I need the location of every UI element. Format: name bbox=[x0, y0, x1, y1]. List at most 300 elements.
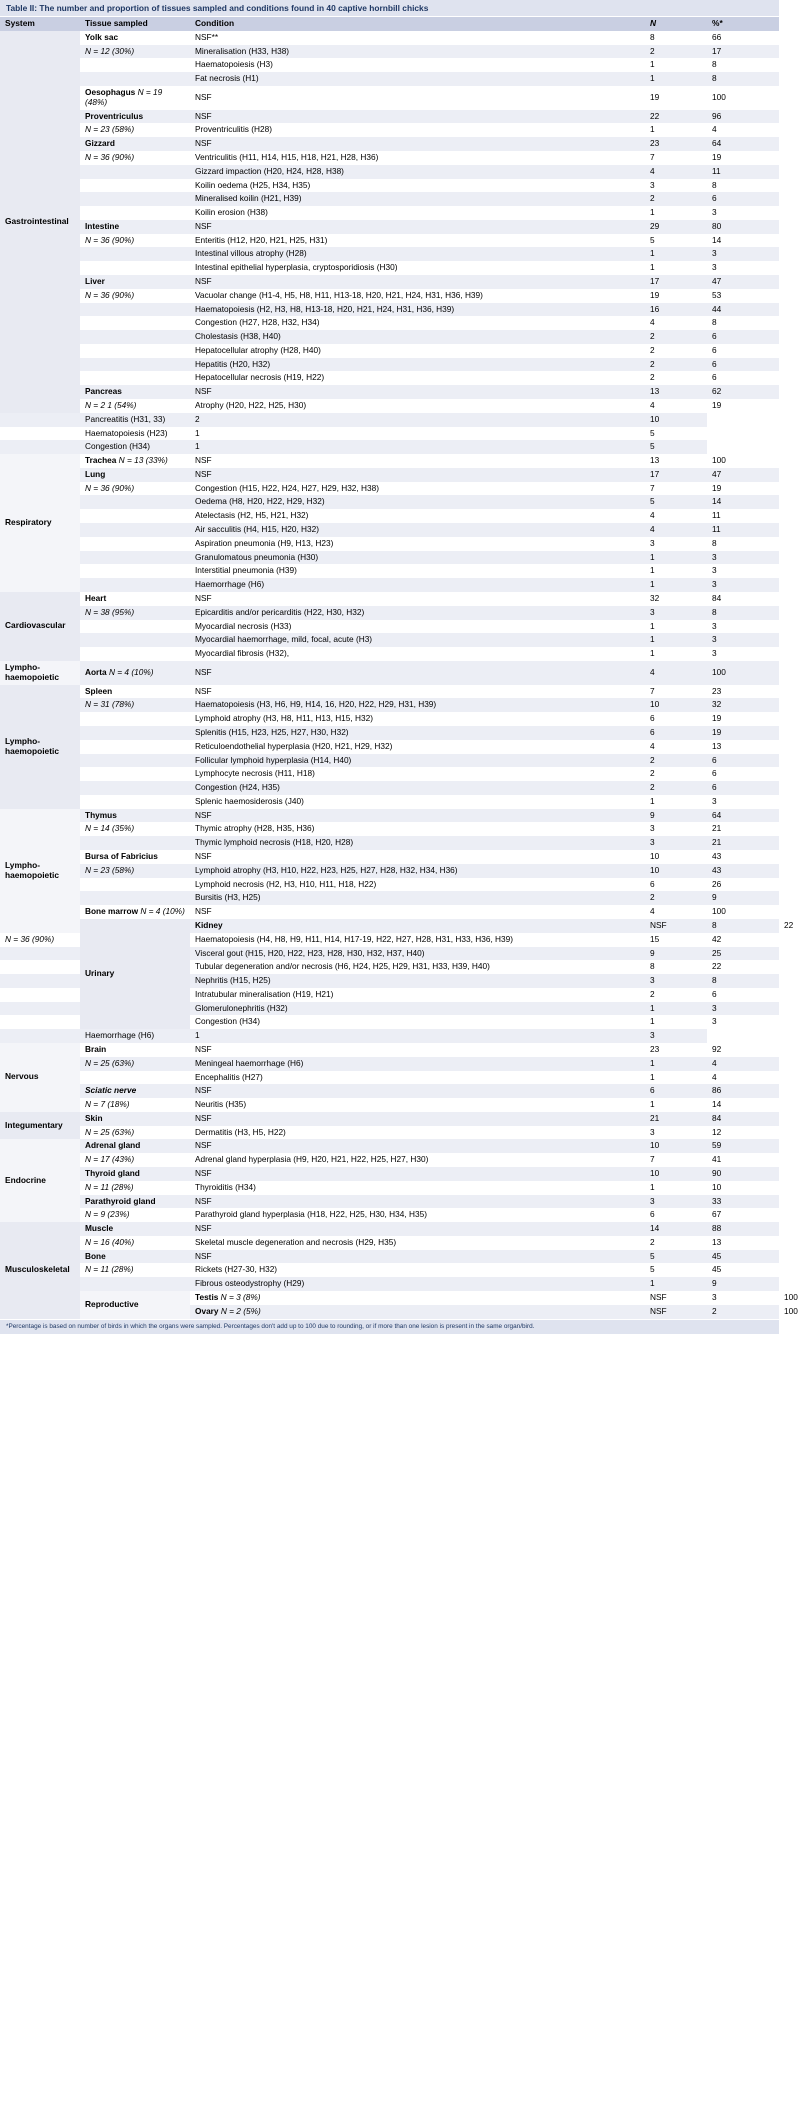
table-row bbox=[0, 1139, 779, 1153]
percent-cell: 3 bbox=[707, 247, 779, 261]
percent-cell: 45 bbox=[707, 1263, 779, 1277]
table-row bbox=[0, 86, 779, 110]
system-cell: Lympho- haemopoietic bbox=[0, 685, 80, 809]
condition-cell: NSF bbox=[190, 220, 645, 234]
percent-cell: 3 bbox=[707, 1002, 779, 1016]
count-cell: 3 bbox=[645, 836, 707, 850]
tissue-cell bbox=[80, 754, 190, 768]
percent-cell: 3 bbox=[707, 795, 779, 809]
table-row bbox=[0, 698, 779, 712]
column-header-system: System bbox=[0, 17, 80, 31]
count-cell: 2 bbox=[645, 192, 707, 206]
tissue-cell: N = 14 (35%) bbox=[80, 822, 190, 836]
table-row bbox=[0, 509, 779, 523]
condition-cell: Neuritis (H35) bbox=[190, 1098, 645, 1112]
condition-cell: Mineralised koilin (H21, H39) bbox=[190, 192, 645, 206]
condition-cell: NSF bbox=[190, 592, 645, 606]
percent-cell: 23 bbox=[707, 685, 779, 699]
tissue-cell bbox=[80, 72, 190, 86]
condition-cell: NSF bbox=[190, 110, 645, 124]
count-cell: 3 bbox=[645, 822, 707, 836]
percent-cell: 14 bbox=[707, 1098, 779, 1112]
tissue-cell: N = 38 (95%) bbox=[80, 606, 190, 620]
tissue-cell bbox=[80, 58, 190, 72]
condition-cell: NSF bbox=[190, 1043, 645, 1057]
condition-cell: Atrophy (H20, H22, H25, H30) bbox=[190, 399, 645, 413]
table-row bbox=[0, 891, 779, 905]
tissue-cell: Brain bbox=[80, 1043, 190, 1057]
percent-cell: 100 bbox=[707, 661, 779, 685]
tissue-cell: Thyroid gland bbox=[80, 1167, 190, 1181]
percent-cell: 11 bbox=[707, 165, 779, 179]
condition-cell: Myocardial necrosis (H33) bbox=[190, 620, 645, 634]
tissue-cell: Yolk sac bbox=[80, 31, 190, 45]
condition-cell: Thymic lymphoid necrosis (H18, H20, H28) bbox=[190, 836, 645, 850]
count-cell: 4 bbox=[645, 316, 707, 330]
condition-cell: Oedema (H8, H20, H22, H29, H32) bbox=[190, 495, 645, 509]
percent-cell: 33 bbox=[707, 1195, 779, 1209]
condition-cell: Hepatitis (H20, H32) bbox=[190, 358, 645, 372]
percent-cell: 66 bbox=[707, 31, 779, 45]
percent-cell: 3 bbox=[707, 551, 779, 565]
percent-cell: 41 bbox=[707, 1153, 779, 1167]
tissue-cell bbox=[80, 192, 190, 206]
percent-cell: 21 bbox=[707, 836, 779, 850]
count-cell: 6 bbox=[645, 1084, 707, 1098]
condition-cell: NSF bbox=[190, 385, 645, 399]
condition-cell: Atelectasis (H2, H5, H21, H32) bbox=[190, 509, 645, 523]
percent-cell: 19 bbox=[707, 151, 779, 165]
condition-cell: Granulomatous pneumonia (H30) bbox=[190, 551, 645, 565]
tissue-cell: N = 9 (23%) bbox=[80, 1208, 190, 1222]
count-cell: 3 bbox=[645, 606, 707, 620]
count-cell: 6 bbox=[645, 1208, 707, 1222]
percent-cell: 100 bbox=[707, 905, 779, 919]
table-row bbox=[0, 905, 779, 919]
table-row bbox=[0, 495, 779, 509]
tissue-cell bbox=[80, 206, 190, 220]
count-cell: 8 bbox=[707, 919, 779, 933]
condition-cell: Tubular degeneration and/or necrosis (H6, H24, H25, H29, H31, H33, H39, H40) bbox=[190, 960, 645, 974]
tissue-cell bbox=[0, 1002, 80, 1016]
count-cell: 10 bbox=[645, 864, 707, 878]
percent-cell: 3 bbox=[707, 620, 779, 634]
tissue-cell bbox=[80, 509, 190, 523]
table-row bbox=[0, 303, 779, 317]
table-row bbox=[0, 878, 779, 892]
condition-cell: Thymic atrophy (H28, H35, H36) bbox=[190, 822, 645, 836]
table-row bbox=[0, 206, 779, 220]
percent-cell: 6 bbox=[707, 988, 779, 1002]
tissue-cell bbox=[80, 371, 190, 385]
condition-cell: Haematopoiesis (H2, H3, H8, H13-18, H20, H21, H24, H31, H36, H39) bbox=[190, 303, 645, 317]
condition-cell: Parathyroid gland hyperplasia (H18, H22, H25, H30, H34, H35) bbox=[190, 1208, 645, 1222]
table-row bbox=[0, 1167, 779, 1181]
condition-cell: Congestion (H34) bbox=[80, 440, 190, 454]
count-cell: 1 bbox=[645, 578, 707, 592]
percent-cell: 19 bbox=[707, 726, 779, 740]
count-cell: 1 bbox=[645, 261, 707, 275]
count-cell: 2 bbox=[645, 891, 707, 905]
tissue-cell: Bursa of Fabricius bbox=[80, 850, 190, 864]
count-cell: 2 bbox=[645, 358, 707, 372]
tissue-cell bbox=[80, 878, 190, 892]
table-row bbox=[0, 1277, 779, 1291]
condition-cell: Myocardial fibrosis (H32), bbox=[190, 647, 645, 661]
condition-cell: NSF bbox=[645, 919, 707, 933]
condition-cell: NSF bbox=[190, 1112, 645, 1126]
percent-cell: 3 bbox=[707, 633, 779, 647]
table-body bbox=[0, 31, 798, 1319]
percent-cell: 8 bbox=[707, 537, 779, 551]
tissue-cell bbox=[80, 1071, 190, 1085]
count-cell: 32 bbox=[645, 592, 707, 606]
condition-cell: Hepatocellular atrophy (H28, H40) bbox=[190, 344, 645, 358]
percent-cell: 11 bbox=[707, 509, 779, 523]
condition-cell: NSF bbox=[190, 1167, 645, 1181]
system-cell: Urinary bbox=[80, 919, 190, 1029]
condition-cell: NSF bbox=[190, 1139, 645, 1153]
percent-cell: 84 bbox=[707, 1112, 779, 1126]
percent-cell: 62 bbox=[707, 385, 779, 399]
column-header-n: N bbox=[645, 17, 707, 31]
percent-cell: 9 bbox=[707, 891, 779, 905]
table-row bbox=[0, 836, 779, 850]
percent-cell: 22 bbox=[707, 960, 779, 974]
table-row bbox=[0, 275, 779, 289]
condition-cell: Rickets (H27-30, H32) bbox=[190, 1263, 645, 1277]
percent-cell: 6 bbox=[707, 358, 779, 372]
table-row bbox=[0, 523, 779, 537]
percent-cell: 11 bbox=[707, 523, 779, 537]
percent-cell: 6 bbox=[707, 330, 779, 344]
condition-cell: Myocardial haemorrhage, mild, focal, acute (H3) bbox=[190, 633, 645, 647]
percent-cell: 25 bbox=[707, 947, 779, 961]
count-cell: 3 bbox=[707, 1291, 779, 1305]
percent-cell: 42 bbox=[707, 933, 779, 947]
condition-cell: Skeletal muscle degeneration and necrosis (H29, H35) bbox=[190, 1236, 645, 1250]
table-row bbox=[0, 551, 779, 565]
percent-cell: 90 bbox=[707, 1167, 779, 1181]
table-row bbox=[0, 247, 779, 261]
tissue-cell bbox=[80, 303, 190, 317]
table-row bbox=[0, 330, 779, 344]
tissue-cell: Skin bbox=[80, 1112, 190, 1126]
percent-cell: 43 bbox=[707, 850, 779, 864]
count-cell: 1 bbox=[645, 247, 707, 261]
count-cell: 13 bbox=[645, 454, 707, 468]
percent-cell: 3 bbox=[645, 1029, 707, 1043]
percent-cell: 32 bbox=[707, 698, 779, 712]
condition-cell: Follicular lymphoid hyperplasia (H14, H40) bbox=[190, 754, 645, 768]
count-cell: 3 bbox=[645, 537, 707, 551]
condition-cell: NSF bbox=[190, 468, 645, 482]
percent-cell: 6 bbox=[707, 754, 779, 768]
tissue-cell: N = 25 (63%) bbox=[80, 1126, 190, 1140]
table-row bbox=[0, 809, 779, 823]
tissue-cell bbox=[80, 564, 190, 578]
count-cell: 2 bbox=[645, 988, 707, 1002]
condition-cell: Glomerulonephritis (H32) bbox=[190, 1002, 645, 1016]
count-cell: 1 bbox=[645, 123, 707, 137]
table-row bbox=[0, 661, 779, 685]
count-cell: 10 bbox=[645, 698, 707, 712]
column-header-tissue: Tissue sampled bbox=[80, 17, 190, 31]
table-row bbox=[0, 1195, 779, 1209]
condition-cell: Cholestasis (H38, H40) bbox=[190, 330, 645, 344]
count-cell: 21 bbox=[645, 1112, 707, 1126]
table-row bbox=[0, 427, 779, 441]
table-row bbox=[0, 1181, 779, 1195]
percent-cell: 3 bbox=[707, 261, 779, 275]
table-row bbox=[0, 1084, 779, 1098]
condition-cell: Air sacculitis (H4, H15, H20, H32) bbox=[190, 523, 645, 537]
count-cell: 2 bbox=[645, 754, 707, 768]
tissue-cell bbox=[0, 440, 80, 454]
table-header bbox=[0, 17, 779, 31]
condition-cell: Splenic haemosiderosis (J40) bbox=[190, 795, 645, 809]
count-cell: 5 bbox=[645, 234, 707, 248]
count-cell: 5 bbox=[645, 1263, 707, 1277]
count-cell: 16 bbox=[645, 303, 707, 317]
table-row bbox=[0, 385, 779, 399]
table-row bbox=[0, 564, 779, 578]
percent-cell: 64 bbox=[707, 137, 779, 151]
percent-cell: 13 bbox=[707, 740, 779, 754]
system-cell: Nervous bbox=[0, 1043, 80, 1112]
column-header-condition: Condition bbox=[190, 17, 645, 31]
system-cell: Cardiovascular bbox=[0, 592, 80, 661]
system-cell: Integumentary bbox=[0, 1112, 80, 1140]
table-row bbox=[0, 1250, 779, 1264]
table-row bbox=[0, 1153, 779, 1167]
percent-cell: 53 bbox=[707, 289, 779, 303]
tissues-table bbox=[0, 17, 798, 1319]
condition-cell: NSF bbox=[190, 850, 645, 864]
condition-cell: NSF** bbox=[190, 31, 645, 45]
condition-cell: Mineralisation (H33, H38) bbox=[190, 45, 645, 59]
percent-cell: 8 bbox=[707, 606, 779, 620]
percent-cell: 100 bbox=[707, 454, 779, 468]
tissue-cell: Pancreas bbox=[80, 385, 190, 399]
table-row bbox=[0, 578, 779, 592]
table-row bbox=[0, 740, 779, 754]
count-cell: 14 bbox=[645, 1222, 707, 1236]
table-row bbox=[0, 440, 779, 454]
count-cell: 2 bbox=[645, 767, 707, 781]
percent-cell: 3 bbox=[707, 564, 779, 578]
table-row bbox=[0, 371, 779, 385]
tissue-cell: N = 12 (30%) bbox=[80, 45, 190, 59]
count-cell: 4 bbox=[645, 523, 707, 537]
tissue-cell: N = 36 (90%) bbox=[80, 289, 190, 303]
count-cell: 1 bbox=[645, 206, 707, 220]
condition-cell: NSF bbox=[190, 661, 645, 685]
count-cell: 4 bbox=[645, 740, 707, 754]
tissue-cell: Intestine bbox=[80, 220, 190, 234]
condition-cell: Aspiration pneumonia (H9, H13, H23) bbox=[190, 537, 645, 551]
percent-cell: 5 bbox=[645, 427, 707, 441]
condition-cell: Ventriculitis (H11, H14, H15, H18, H21, H28, H36) bbox=[190, 151, 645, 165]
count-cell: 15 bbox=[645, 933, 707, 947]
condition-cell: Lymphocyte necrosis (H11, H18) bbox=[190, 767, 645, 781]
tissue-cell bbox=[80, 523, 190, 537]
condition-cell: Haematopoiesis (H3, H6, H9, H14, 16, H20, H22, H29, H31, H39) bbox=[190, 698, 645, 712]
percent-cell: 6 bbox=[707, 192, 779, 206]
condition-cell: Hepatocellular necrosis (H19, H22) bbox=[190, 371, 645, 385]
table-row bbox=[0, 58, 779, 72]
tissue-cell bbox=[0, 413, 80, 427]
table-row bbox=[0, 316, 779, 330]
table-row bbox=[0, 165, 779, 179]
condition-cell: Haemorrhage (H6) bbox=[80, 1029, 190, 1043]
condition-cell: Enteritis (H12, H20, H21, H25, H31) bbox=[190, 234, 645, 248]
count-cell: 1 bbox=[190, 440, 645, 454]
percent-cell: 6 bbox=[707, 781, 779, 795]
system-cell: Lympho- haemopoietic bbox=[0, 809, 80, 933]
column-header-percent: %* bbox=[707, 17, 779, 31]
percent-cell: 80 bbox=[707, 220, 779, 234]
percent-cell: 92 bbox=[707, 1043, 779, 1057]
tissue-cell bbox=[80, 344, 190, 358]
percent-cell: 64 bbox=[707, 809, 779, 823]
table-row bbox=[0, 358, 779, 372]
table-row bbox=[0, 864, 779, 878]
count-cell: 17 bbox=[645, 468, 707, 482]
count-cell: 7 bbox=[645, 151, 707, 165]
percent-cell: 3 bbox=[707, 578, 779, 592]
percent-cell: 14 bbox=[707, 234, 779, 248]
count-cell: 5 bbox=[645, 1250, 707, 1264]
count-cell: 1 bbox=[645, 1015, 707, 1029]
count-cell: 4 bbox=[645, 399, 707, 413]
table-row bbox=[0, 110, 779, 124]
count-cell: 19 bbox=[645, 289, 707, 303]
tissue-cell: Bone marrow N = 4 (10%) bbox=[80, 905, 190, 919]
count-cell: 10 bbox=[645, 1139, 707, 1153]
table-row bbox=[0, 1029, 779, 1043]
count-cell: 2 bbox=[645, 330, 707, 344]
table-row bbox=[0, 45, 779, 59]
percent-cell: 19 bbox=[707, 399, 779, 413]
tissue-cell: Gizzard bbox=[80, 137, 190, 151]
condition-cell: NSF bbox=[190, 86, 645, 110]
percent-cell: 4 bbox=[707, 1071, 779, 1085]
table-row bbox=[0, 1222, 779, 1236]
table-row bbox=[0, 1263, 779, 1277]
condition-cell: Meningeal haemorrhage (H6) bbox=[190, 1057, 645, 1071]
percent-cell: 4 bbox=[707, 123, 779, 137]
table-row bbox=[0, 137, 779, 151]
table-row bbox=[0, 647, 779, 661]
tissue-cell: N = 23 (58%) bbox=[80, 864, 190, 878]
table-row bbox=[0, 123, 779, 137]
table-row bbox=[0, 1071, 779, 1085]
condition-cell: NSF bbox=[190, 1250, 645, 1264]
table-row bbox=[0, 633, 779, 647]
table-row bbox=[0, 1208, 779, 1222]
tissue-cell: Kidney bbox=[190, 919, 645, 933]
table-row bbox=[0, 289, 779, 303]
condition-cell: Lymphoid necrosis (H2, H3, H10, H11, H18, H22) bbox=[190, 878, 645, 892]
table-row: Ovary N = 2 (5%) NSF 2 100 bbox=[0, 1305, 779, 1319]
table-footnote: *Percentage is based on number of birds in which the organs were sampled. Percentages don't add up to 100 due to rounding, or if more than one lesion is present in the same organ/bird. bbox=[0, 1319, 779, 1334]
condition-cell: Splenitis (H15, H23, H25, H27, H30, H32) bbox=[190, 726, 645, 740]
percent-cell: 86 bbox=[707, 1084, 779, 1098]
percent-cell: 8 bbox=[707, 72, 779, 86]
tissue-cell: N = 36 (90%) bbox=[0, 933, 80, 947]
table-row bbox=[0, 220, 779, 234]
count-cell: 1 bbox=[190, 1029, 645, 1043]
table-row bbox=[0, 1043, 779, 1057]
table-caption: Table II: The number and proportion of tissues sampled and conditions found in 40 captive hornbill chicks bbox=[0, 0, 779, 17]
condition-cell: Koilin erosion (H38) bbox=[190, 206, 645, 220]
count-cell: 10 bbox=[645, 850, 707, 864]
count-cell: 2 bbox=[707, 1305, 779, 1319]
table-row bbox=[0, 31, 779, 45]
tissue-cell bbox=[80, 620, 190, 634]
tissue-cell: N = 7 (18%) bbox=[80, 1098, 190, 1112]
count-cell: 2 bbox=[645, 344, 707, 358]
tissue-cell: Proventriculus bbox=[80, 110, 190, 124]
header-row bbox=[0, 17, 779, 31]
table-row bbox=[0, 399, 779, 413]
system-cell: Gastrointestinal bbox=[0, 31, 80, 413]
tissue-cell: Spleen bbox=[80, 685, 190, 699]
tissue-cell: N = 2 1 (54%) bbox=[80, 399, 190, 413]
tissue-cell bbox=[0, 988, 80, 1002]
count-cell: 2 bbox=[645, 45, 707, 59]
tissue-cell: Bone bbox=[80, 1250, 190, 1264]
condition-cell: Dermatitis (H3, H5, H22) bbox=[190, 1126, 645, 1140]
percent-cell: 19 bbox=[707, 712, 779, 726]
percent-cell: 47 bbox=[707, 468, 779, 482]
tissue-cell bbox=[80, 165, 190, 179]
tissue-cell bbox=[80, 247, 190, 261]
tissue-cell: N = 23 (58%) bbox=[80, 123, 190, 137]
condition-cell: Lymphoid atrophy (H3, H8, H11, H13, H15, H32) bbox=[190, 712, 645, 726]
percent-cell: 3 bbox=[707, 1015, 779, 1029]
table-row bbox=[0, 822, 779, 836]
percent-cell: 67 bbox=[707, 1208, 779, 1222]
table-row bbox=[0, 72, 779, 86]
count-cell: 7 bbox=[645, 482, 707, 496]
count-cell: 1 bbox=[645, 1181, 707, 1195]
tissue-cell bbox=[80, 495, 190, 509]
percent-cell: 6 bbox=[707, 344, 779, 358]
condition-cell: Pancreatitis (H31, 33) bbox=[80, 413, 190, 427]
count-cell: 7 bbox=[645, 685, 707, 699]
tissue-cell bbox=[80, 316, 190, 330]
percent-cell: 13 bbox=[707, 1236, 779, 1250]
percent-cell: 10 bbox=[707, 1181, 779, 1195]
tissue-cell: Oesophagus N = 19 (48%) bbox=[80, 86, 190, 110]
tissue-cell: Trachea N = 13 (33%) bbox=[80, 454, 190, 468]
condition-cell: NSF bbox=[190, 275, 645, 289]
count-cell: 1 bbox=[645, 647, 707, 661]
tissue-cell bbox=[80, 740, 190, 754]
count-cell: 23 bbox=[645, 137, 707, 151]
count-cell: 2 bbox=[645, 781, 707, 795]
table-row bbox=[0, 234, 779, 248]
condition-cell: NSF bbox=[190, 1084, 645, 1098]
condition-cell: NSF bbox=[190, 1195, 645, 1209]
percent-cell: 6 bbox=[707, 371, 779, 385]
table-row bbox=[0, 620, 779, 634]
tissue-cell: Muscle bbox=[80, 1222, 190, 1236]
percent-cell: 3 bbox=[707, 647, 779, 661]
count-cell: 4 bbox=[645, 509, 707, 523]
